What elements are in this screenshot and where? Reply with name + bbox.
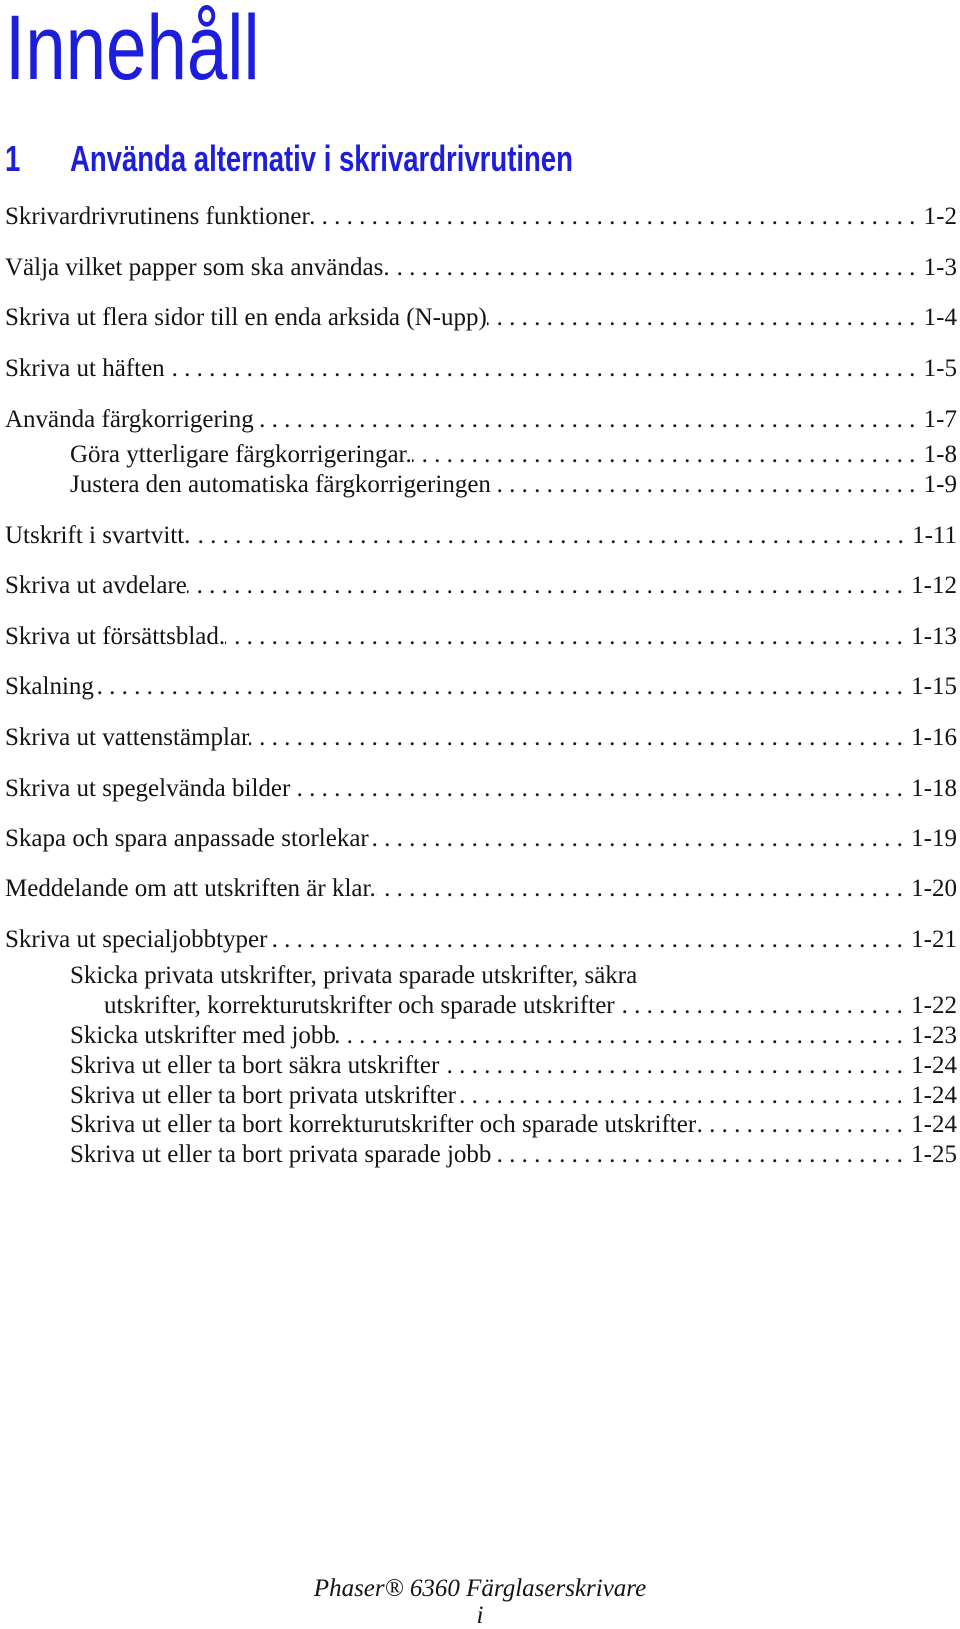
toc-entry-continuation (104, 991, 957, 1021)
toc-entry-page: 1-2 (923, 203, 957, 230)
dot-leader (491, 1140, 911, 1170)
toc-entry[interactable] (5, 874, 957, 904)
toc-entry[interactable] (5, 253, 957, 283)
toc-subentry[interactable] (70, 1051, 957, 1081)
toc-entry-label: Skriva ut eller ta bort privata sparade jobb (70, 1141, 492, 1168)
dot-leader (249, 723, 911, 753)
toc-entry-label: Skriva ut eller ta bort korrekturutskrifter och sparade utskrifter (70, 1111, 697, 1138)
footer-page-number: i (476, 1602, 484, 1629)
toc-entry-page: 1-21 (911, 926, 957, 953)
toc-entry-page: 1-23 (911, 1022, 957, 1049)
dot-leader (696, 1110, 911, 1140)
toc-entry-page: 1-12 (911, 572, 957, 599)
toc-subentry[interactable] (70, 470, 957, 500)
toc-entry[interactable] (5, 571, 957, 601)
dot-leader (267, 925, 911, 955)
dot-leader (254, 405, 924, 435)
toc-entry-label-line-1: Skicka privata utskrifter, privata sparade utskrifter, säkra (70, 962, 638, 989)
dot-leader (390, 253, 924, 283)
toc-entry[interactable] (5, 521, 957, 551)
toc-entry-page: 1-11 (912, 522, 957, 549)
toc-entry-label: Utskrift i svartvitt. (5, 522, 191, 549)
toc-entry-page: 1-5 (923, 355, 957, 382)
dot-leader (94, 672, 911, 702)
toc-entry-page: 1-3 (923, 254, 957, 281)
dot-leader (187, 571, 911, 601)
toc-entry-label: Skriva ut spegelvända bilder (5, 775, 291, 802)
toc-entry-page: 1-24 (911, 1111, 957, 1138)
toc-entry[interactable] (5, 354, 957, 384)
toc-entry-label: Skrivardrivrutinens funktioner (5, 203, 310, 230)
toc-entry-label: Skriva ut avdelare (5, 572, 187, 599)
dot-leader (412, 440, 924, 470)
toc-entry-page: 1-8 (923, 441, 957, 468)
toc-entry-page: 1-9 (923, 471, 957, 498)
toc-entry-label: Skapa och spara anpassade storlekar (5, 825, 369, 852)
dot-leader (487, 303, 924, 333)
toc-entry[interactable] (5, 303, 957, 333)
toc-entry-page: 1-20 (911, 875, 957, 902)
dot-leader (290, 774, 911, 804)
toc-entry[interactable] (5, 405, 957, 435)
toc-entry-page: 1-7 (923, 406, 957, 433)
toc-entry-page: 1-22 (911, 992, 957, 1019)
footer-product-name: Phaser® 6360 Färglaserskrivare (313, 1575, 647, 1602)
dot-leader (456, 1081, 911, 1111)
chapter-title: Använda alternativ i skrivardrivrutinen (70, 138, 573, 179)
dot-leader (376, 874, 911, 904)
toc-entry-label-line-2: utskrifter, korrekturutskrifter och sparade utskrifter (104, 992, 615, 1019)
toc-entry-label: Skriva ut häften (5, 355, 165, 382)
dot-leader (369, 824, 911, 854)
toc-entry-label: Meddelande om att utskriften är klar. (5, 875, 376, 902)
toc-entry[interactable] (5, 774, 957, 804)
dot-leader (310, 202, 924, 232)
toc-entry-page: 1-24 (911, 1082, 957, 1109)
toc-entry-label: Skicka utskrifter med jobb (70, 1022, 336, 1049)
toc-entry[interactable] (5, 723, 957, 753)
chapter-number: 1 (5, 138, 21, 179)
toc-entry-label: Skriva ut eller ta bort privata utskrifter (70, 1082, 456, 1109)
toc-entry-label: Göra ytterligare färgkorrigeringar. (70, 441, 412, 468)
toc-entry-label: Skriva ut flera sidor till en enda arksida (N-upp) (5, 304, 487, 331)
dot-leader (491, 470, 924, 500)
toc-entry-label: Välja vilket papper som ska användas. (5, 254, 390, 281)
toc-entry[interactable] (5, 824, 957, 854)
dot-leader (165, 354, 924, 384)
toc-entry[interactable] (5, 622, 957, 652)
toc-entry-label: Skriva ut vattenstämplar (5, 724, 250, 751)
toc-entry-label: Skriva ut eller ta bort säkra utskrifter (70, 1052, 440, 1079)
dot-leader (225, 622, 911, 652)
toc-entry-page: 1-19 (911, 825, 957, 852)
toc-subentry[interactable] (70, 440, 957, 470)
dot-leader (439, 1051, 911, 1081)
toc-entry-label: Justera den automatiska färgkorrigeringen (70, 471, 491, 498)
toc-entry-page: 1-24 (911, 1052, 957, 1079)
toc-entry[interactable] (5, 672, 957, 702)
toc-entry-label: Skriva ut försättsblad. (5, 623, 226, 650)
dot-leader (615, 991, 912, 1021)
toc-subentry[interactable] (70, 1021, 957, 1051)
toc-entry-page: 1-15 (911, 673, 957, 700)
toc-entry-label: Skriva ut specialjobbtyper (5, 926, 268, 953)
toc-subentry[interactable] (70, 1081, 957, 1111)
page-title: Innehåll (5, 0, 260, 99)
toc-entry[interactable] (5, 202, 957, 232)
toc-entry-page: 1-18 (911, 775, 957, 802)
toc-entry-page: 1-16 (911, 724, 957, 751)
toc-entry-page: 1-25 (911, 1141, 957, 1168)
toc-entry-label: Skalning (5, 673, 94, 700)
toc-entry-label: Använda färgkorrigering (5, 406, 254, 433)
dot-leader (190, 521, 912, 551)
dot-leader (336, 1021, 911, 1051)
toc-entry[interactable] (5, 925, 957, 955)
toc-entry-page: 1-13 (911, 623, 957, 650)
toc-entry-page: 1-4 (923, 304, 957, 331)
toc-subentry[interactable] (70, 1140, 957, 1170)
toc-subentry[interactable] (70, 1110, 957, 1140)
